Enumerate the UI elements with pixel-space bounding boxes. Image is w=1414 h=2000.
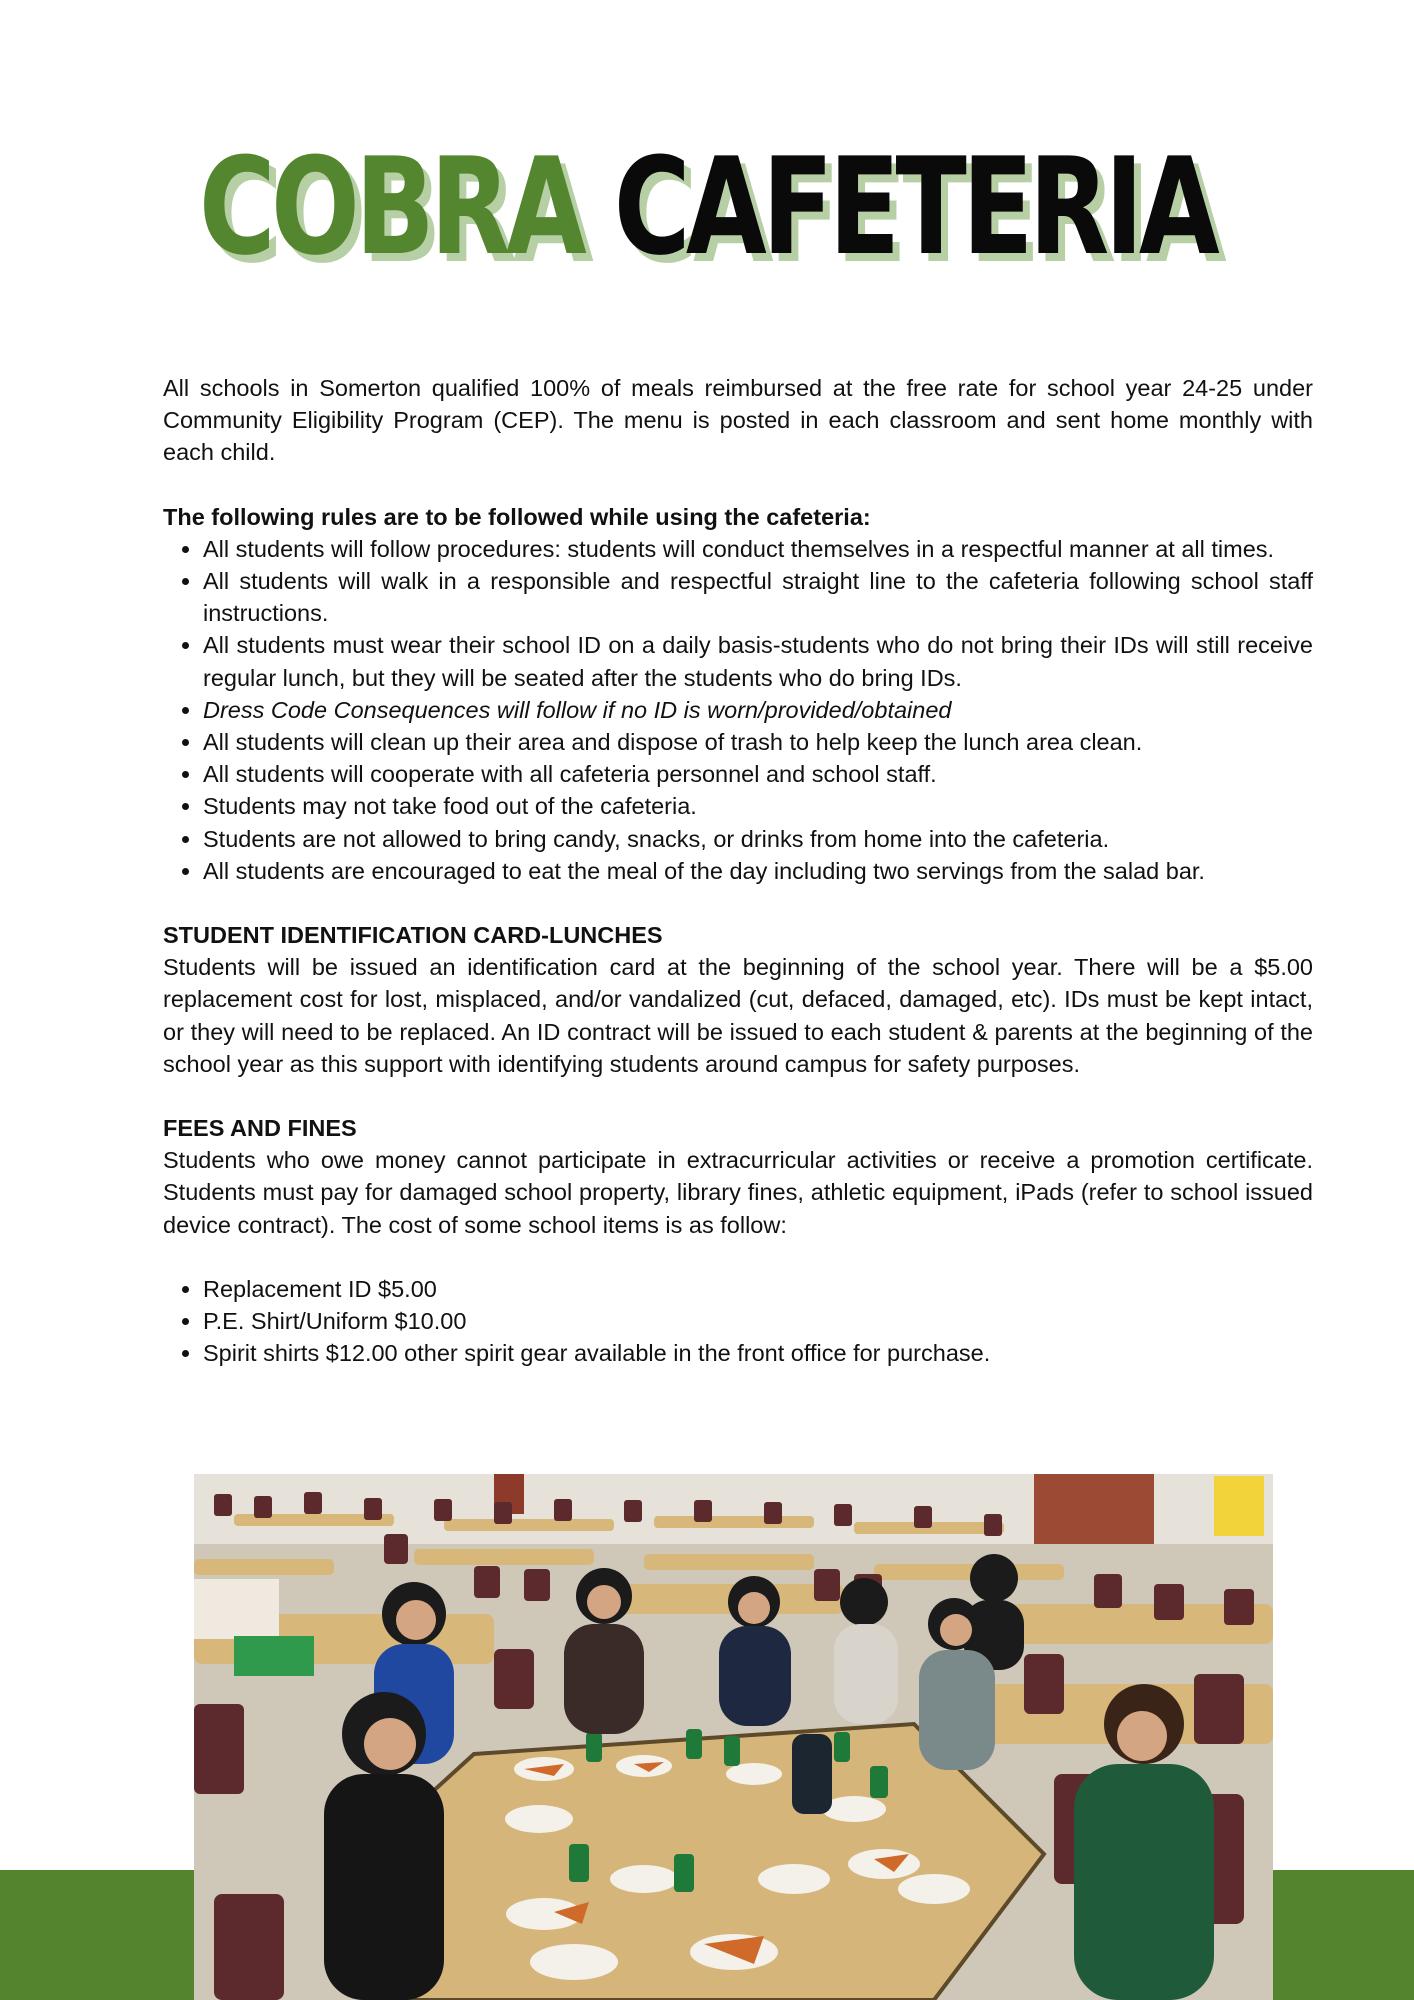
- id-card-paragraph: Students will be issued an identification card at the beginning of the school year. There will be a $5.00 replacement cost for lost, misplaced, and/or vandalized (cut, defaced, damaged, etc). IDs must be kept intact, or they will need to be replaced. An ID contract will be issued to each student & parents at the beginning of the school year as this support with identifying students around campus for safety purposes.: [163, 954, 1313, 1077]
- rule-item: • All students will cooperate with all cafeteria personnel and school staff.: [203, 758, 1313, 790]
- rule-item: • Students are not allowed to bring candy, snacks, or drinks from home into the cafeteria.: [203, 823, 1313, 855]
- title-word-cobra: COBRA: [198, 129, 583, 285]
- cafeteria-photo: [194, 1474, 1273, 2000]
- fee-item: • P.E. Shirt/Uniform $10.00: [203, 1305, 1313, 1337]
- fee-item: • Spirit shirts $12.00 other spirit gear available in the front office for purchase.: [203, 1337, 1313, 1369]
- rule-item: • All students will clean up their area and dispose of trash to help keep the lunch area clean.: [203, 726, 1313, 758]
- cafeteria-photo-illustration: [194, 1474, 1273, 2000]
- rules-list: [163, 533, 1313, 887]
- rule-item: • All students will follow procedures: students will conduct themselves in a respectful manner at all times.: [203, 533, 1313, 565]
- intro-paragraph: All schools in Somerton qualified 100% of meals reimbursed at the free rate for school year 24-25 under Community Eligibility Program (CEP). The menu is posted in each classroom and sent home monthly with each child.: [163, 375, 1313, 466]
- rules-heading: The following rules are to be followed while using the cafeteria:: [163, 503, 871, 530]
- fees-list: [163, 1273, 1313, 1370]
- fee-item: • Replacement ID $5.00: [203, 1273, 1313, 1305]
- fees-heading: FEES AND FINES: [163, 1115, 357, 1142]
- rule-item: • All students will walk in a responsible and respectful straight line to the cafeteria following school staff instructions.: [203, 565, 1313, 629]
- rule-item: • All students are encouraged to eat the meal of the day including two servings from the salad bar.: [203, 855, 1313, 887]
- rule-item: • Dress Code Consequences will follow if no ID is worn/provided/obtained: [203, 694, 1313, 726]
- page-title: [156, 129, 1259, 285]
- fees-paragraph: Students who owe money cannot participate in extracurricular activities or receive a promotion certificate. Students must pay for damaged school property, library fines, athletic equipment, iPads (refer to school issued device contract). The cost of some school items is as follow:: [163, 1147, 1313, 1238]
- document-body: [163, 372, 1313, 1369]
- rule-item: • All students must wear their school ID on a daily basis-students who do not bring their IDs will still receive regular lunch, but they will be seated after the students who do bring IDs.: [203, 629, 1313, 693]
- title-word-cafeteria: CAFETERIA: [613, 129, 1216, 285]
- rule-item: • Students may not take food out of the cafeteria.: [203, 790, 1313, 822]
- id-card-heading: STUDENT IDENTIFICATION CARD-LUNCHES: [163, 922, 663, 949]
